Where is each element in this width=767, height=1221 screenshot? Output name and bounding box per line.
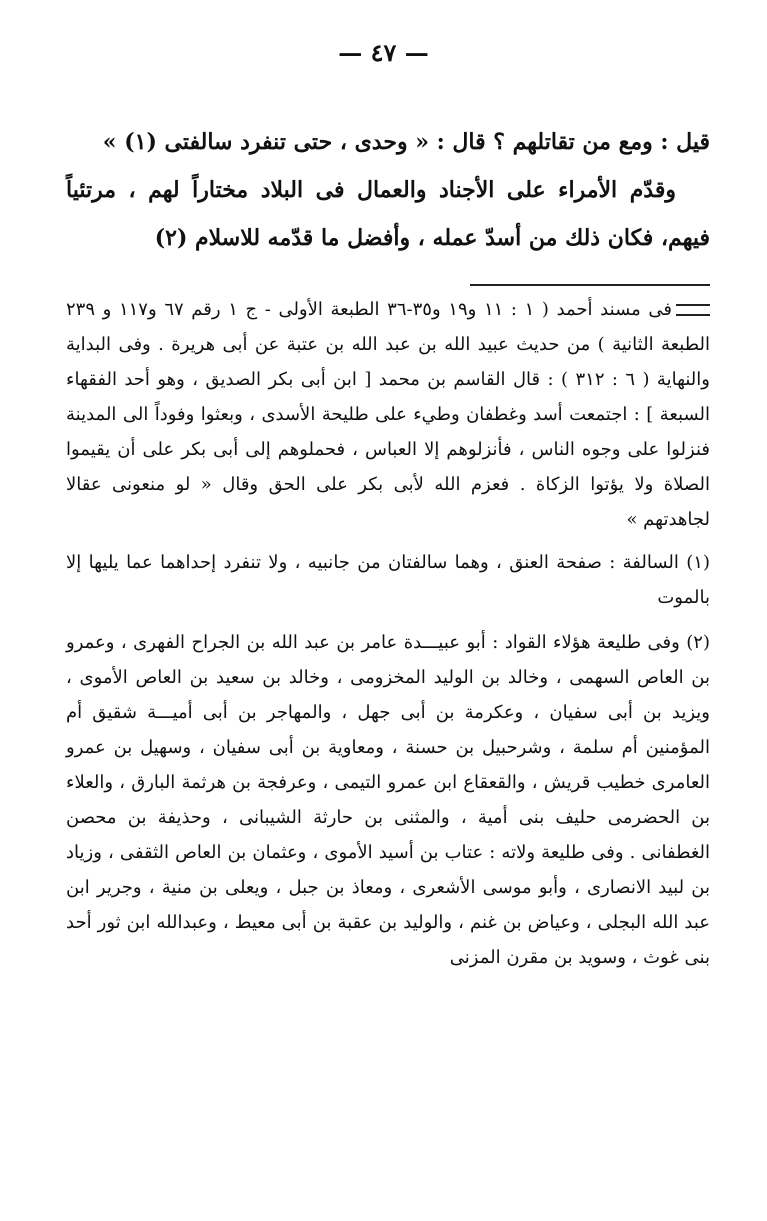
main-text-line-2: وقدّم الأمراء على الأجناد والعمال فى البلاد مختاراً لهم ، مرتئياً فيهم، فكان ذلك من أسدّ عمله ، وأفضل ما قدّمه للاسلام (٢): [66, 177, 710, 251]
footnotes: [66, 292, 710, 975]
footnote-2-number: (٢): [686, 632, 710, 653]
main-text-line-1: قيل : ومع من تقاتلهم ؟ قال : « وحدى ، حتى تنفرد سالفتى (١) »: [102, 129, 710, 155]
continuation-mark: [676, 304, 710, 316]
main-text: [66, 118, 710, 262]
footnote-separator: [470, 284, 710, 286]
footnote-1-number: (١): [686, 552, 710, 573]
footnote-2: [66, 625, 710, 975]
footnote-continued-text: فى مسند أحمد ( ١ : ١١ و١٩ و٣٥-٣٦ الطبعة الأولى - ج ١ رقم ٦٧ و١١٧ و ٢٣٩ الطبعة الثانية ) من حديث عبيد الله بن عبد الله بن عتبة عن أبى هريرة . وفى البداية والنهاية ( ٦ : ٣١٢ ) : قال القاسم بن محمد [ ابن أبى بكر الصديق ، وهو أحد الفقهاء السبعة ] : اجتمعت أسد وغطفان وطيء على طليحة الأسدى ، وبعثوا وفوداً الى المدينة فنزلوا على وجوه الناس ، فأنزلوهم إلا العباس ، فحملوهم إلى أبى بكر على أن يقيموا الصلاة ولا يؤتوا الزكاة . فعزم الله لأبى بكر على الحق وقال « لو منعونى عقالا لجاهدتهم »: [66, 299, 711, 530]
footnote-continued: [66, 292, 710, 537]
page-number: — ٤٧ —: [338, 38, 429, 67]
footnote-1-text: السالفة : صفحة العنق ، وهما سالفتان من جانبيه ، ولا تنفرد إحداهما عما يليها إلا بالموت: [66, 552, 710, 608]
footnote-2-text: وفى طليعة هؤلاء القواد : أبو عبيـــدة عامر بن عبد الله بن الجراح الفهرى ، وعمرو بن العاص السهمى ، وخالد بن الوليد المخزومى ، وخالد بن سعيد بن العاص الأموى ، ويزيد بن أبى سفيان ، وعكرمة بن أبى جهل ، والمهاجر بن أبى أميـــة شقيق أم المؤمنين أم سلمة ، وشرحبيل بن حسنة ، ومعاوية بن أبى سفيان ، وسهيل بن عمرو العامرى خطيب قريش ، والقعقاع ابن عمرو التيمى ، وعرفجة بن هرثمة البارق ، والعلاء بن الحضرمى حليف بنى أمية ، والمثنى بن حارثة الشيبانى ، وحذيفة بن محصن الغطفانى . وفى طليعة ولاته : عتاب بن أسيد الأموى ، وعثمان بن العاص الثقفى ، وزياد بن لبيد الانصارى ، وأبو موسى الأشعرى ، ومعاذ بن جبل ، ويعلى بن منية ، وجرير ابن عبد الله البجلى ، وعياض بن غنم ، والوليد بن عقبة بن أبى معيط ، وعبدالله ابن ثور أحد بنى غوث ، وسويد بن مقرن المزنى: [66, 632, 710, 968]
footnote-1: [66, 545, 710, 615]
